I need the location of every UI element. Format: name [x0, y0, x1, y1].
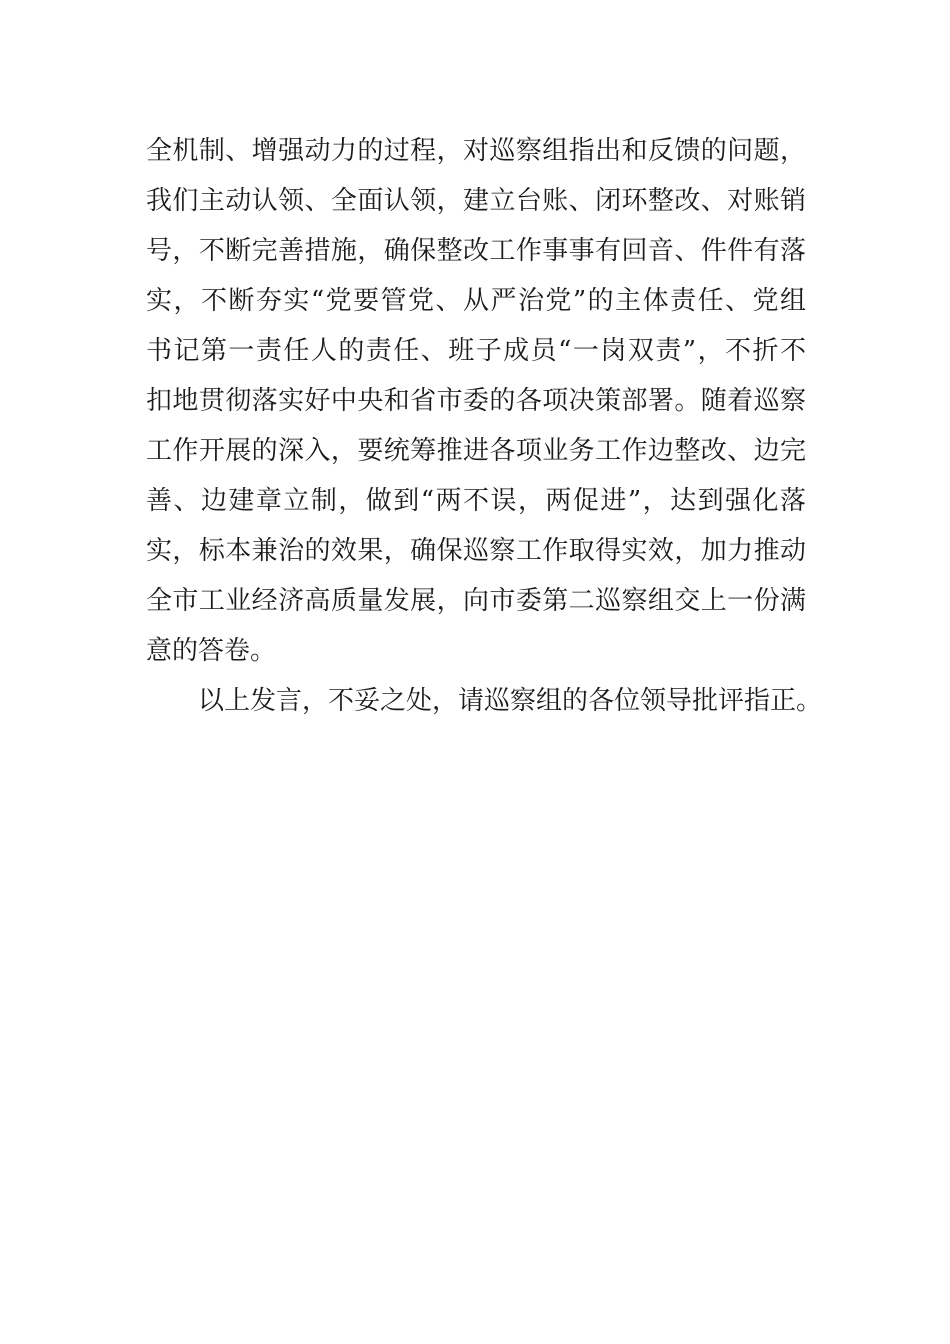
text-line: 实，标本兼治的效果，确保巡察工作取得实效，加力推动	[146, 536, 806, 566]
body-text	[146, 126, 823, 726]
text-line: 意的答卷。	[146, 636, 277, 666]
text-line: 号，不断完善措施，确保整改工作事事有回音、件件有落	[146, 236, 806, 266]
closing-paragraph	[146, 676, 823, 726]
text-line: 以上发言，不妥之处，请巡察组的各位领导批评指正。	[198, 686, 823, 716]
text-line: 善、边建章立制，做到“两不误，两促进”，达到强化落	[146, 486, 806, 516]
text-line: 实，不断夯实“党要管党、从严治党”的主体责任、党组	[146, 286, 806, 316]
text-line: 我们主动认领、全面认领，建立台账、闭环整改、对账销	[146, 186, 806, 216]
text-line: 书记第一责任人的责任、班子成员“一岗双责”，不折不	[146, 336, 806, 366]
text-line: 全市工业经济高质量发展，向市委第二巡察组交上一份满	[146, 586, 806, 616]
text-line: 全机制、增强动力的过程，对巡察组指出和反馈的问题，	[146, 136, 806, 166]
paragraph	[146, 126, 806, 676]
text-line: 工作开展的深入，要统筹推进各项业务工作边整改、边完	[146, 436, 806, 466]
text-line: 扣地贯彻落实好中央和省市委的各项决策部署。随着巡察	[146, 386, 806, 416]
